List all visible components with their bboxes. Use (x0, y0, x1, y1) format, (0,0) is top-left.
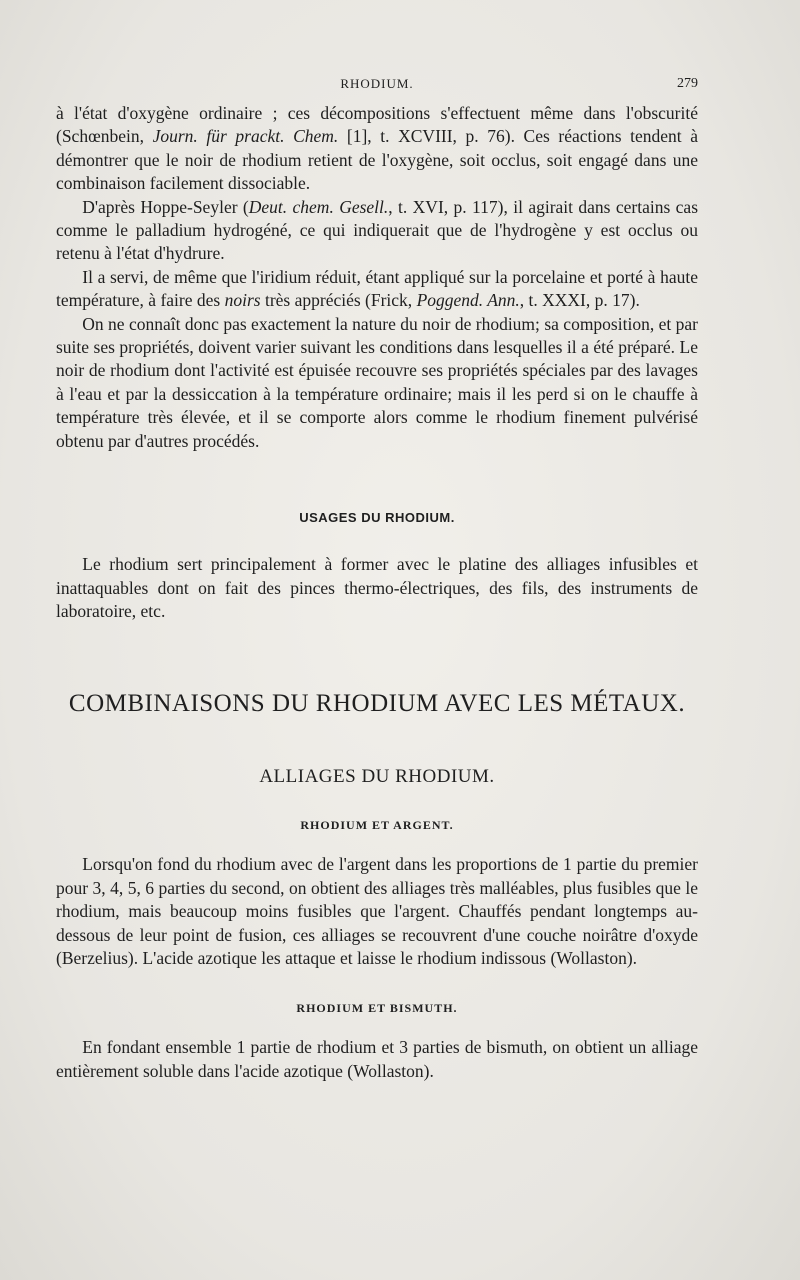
part-title: COMBINAISONS DU RHODIUM AVEC LES MÉTAUX. (68, 690, 686, 718)
paragraph-hoppe-seyler: D'après Hoppe-Seyler (Deut. chem. Gesell., t. XVI, p. 117), il agirait dans certains cas comme le palladium hydrogéné, ce qui indiquerait que de l'hydrogène y est occlus ou retenu à l'état d'hydrure. (56, 196, 699, 264)
paragraph-oxygen: à l'état d'oxygène ordinaire ; ces décompositions s'effectuent même dans l'obscurité (Schœnbein, Journ. für prackt. Chem. [1], t. XCVIII, p. 76). Ces réactions tendent à démontrer que le noir de rhodium retient de l'oxygène, soit occlus, soit engagé dans une combinaison facilement dissociable. (56, 103, 699, 194)
running-title: RHODIUM. (340, 76, 414, 91)
silver-heading: RHODIUM ET ARGENT. (300, 818, 454, 833)
bismuth-paragraph: En fondant ensemble 1 partie de rhodium et 3 parties de bismuth, on obtient un alliage entièrement soluble dans l'acide azotique (Wollaston). (56, 1037, 698, 1081)
paragraph-porcelain: Il a servi, de même que l'iridium réduit, étant appliqué sur la porcelaine et porté à haute température, à faire des noirs très appréciés (Frick, Poggend. Ann., t. XXXI, p. 17). (56, 266, 698, 311)
paragraph-nature: On ne connaît donc pas exactement la nature du noir de rhodium; sa composition, et par suite ses propriétés, doivent varier suivant les conditions dans lesquelles il a été préparé. Le noir de rhodium dont l'activité est épuisée recouvre ses propriétés spéciales par des lavages à l'eau et par la dessiccation à la température ordinaire; mais il les perd si on le chauffe à température très élevée, et il se comporte alors comme le rhodium finement pulvérisé obtenu par d'autres procédés. (56, 313, 698, 451)
silver-paragraph: Lorsqu'on fond du rhodium avec de l'argent dans les proportions de 1 partie du premier pour 3, 4, 5, 6 parties du second, on obtient des alliages très malléables, plus fusibles que le rhodium, mais beaucoup moins fusibles que l'argent. Chauffés pendant longtemps au-dessous de leur point de fusion, ces alliages se recouvrent d'une couche noirâtre d'oxyde (Berzelius). L'acide azotique les attaque et laisse le rhodium indissous (Wollaston). (56, 854, 698, 968)
bismuth-heading: RHODIUM ET BISMUTH. (296, 1001, 458, 1016)
page-number: 279 (677, 76, 698, 91)
usages-paragraph: Le rhodium sert principalement à former avec le platine des alliages infusibles et inattaquables dont on fait des pinces thermo-électriques, des fils, des instruments de laboratoire, etc. (56, 554, 698, 621)
running-head (56, 76, 698, 102)
usages-heading: USAGES DU RHODIUM. (299, 510, 455, 526)
chapter-title: ALLIAGES DU RHODIUM. (259, 766, 495, 788)
